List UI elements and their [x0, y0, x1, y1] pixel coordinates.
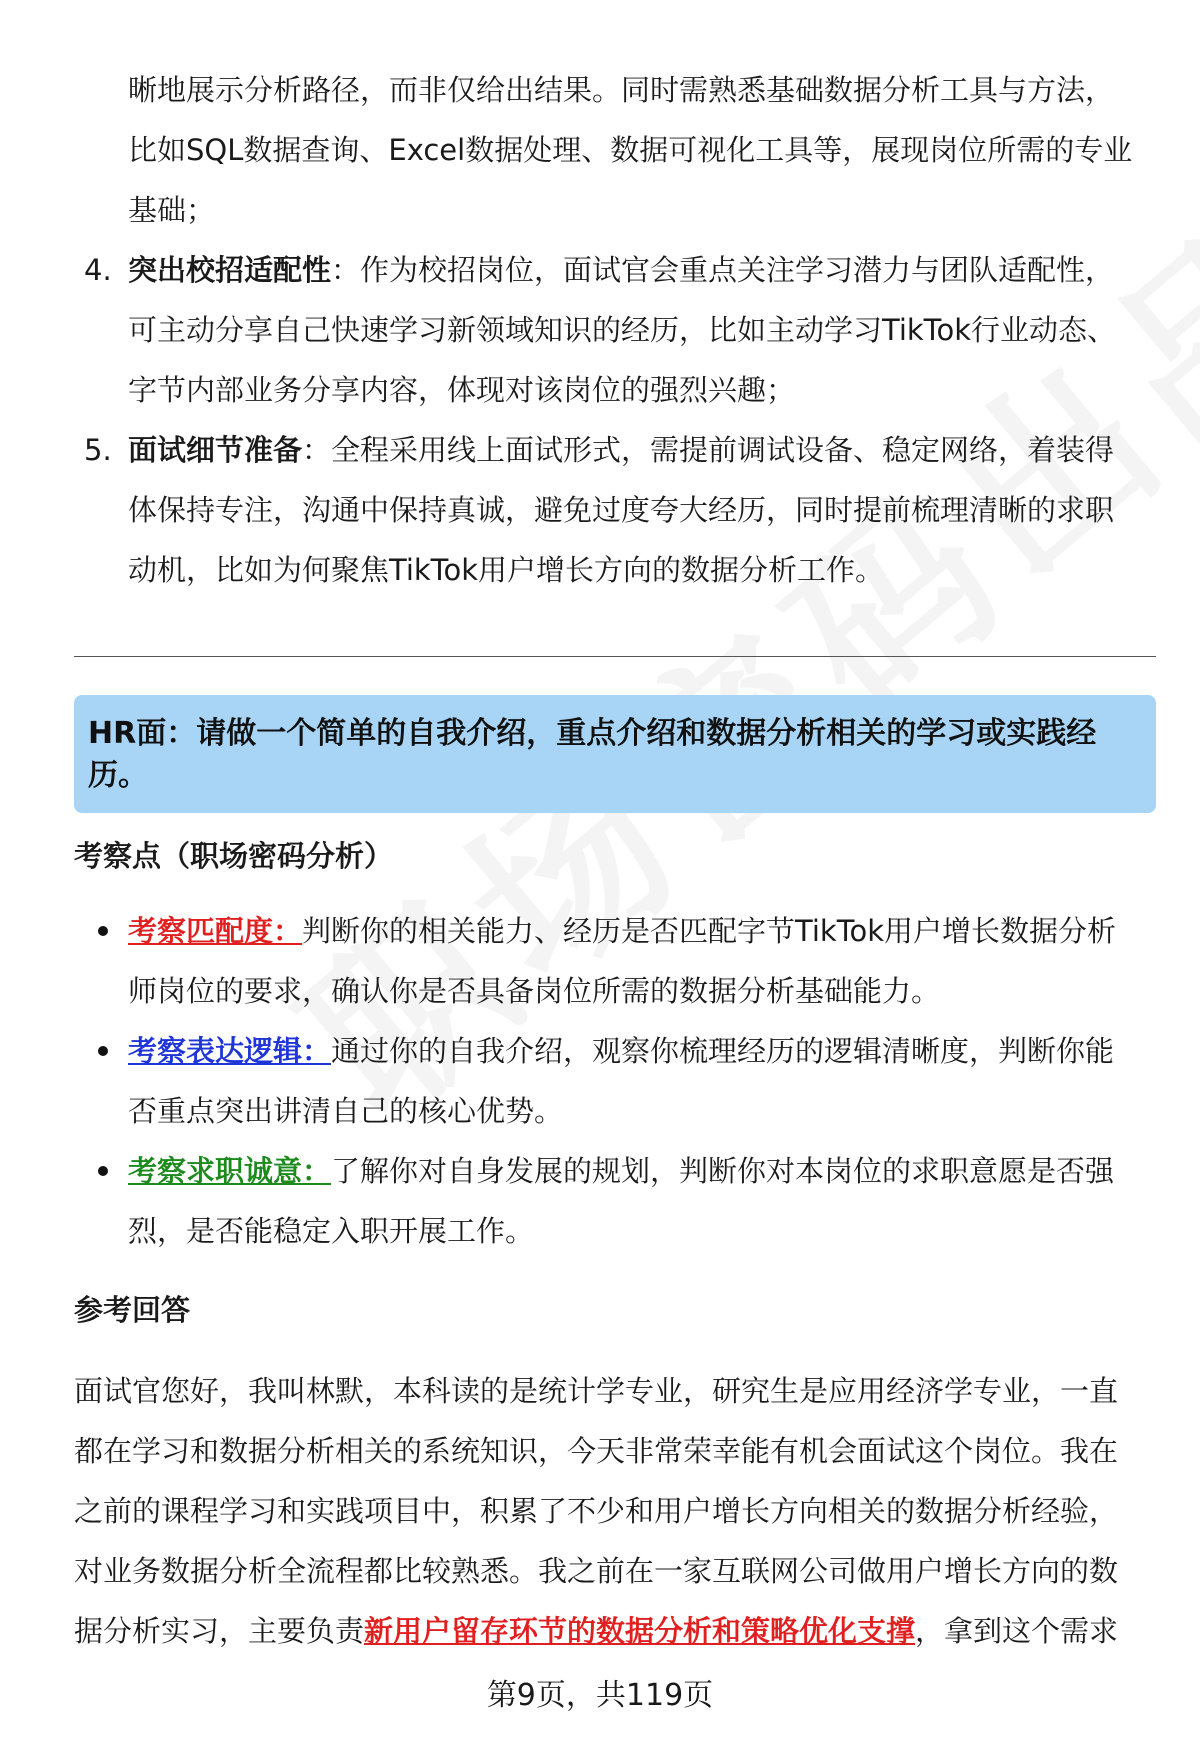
numbered-list [74, 240, 1156, 600]
page-number: 第9页，共119页 [486, 1678, 714, 1713]
assessment-text: 否重点突出讲清自己的核心优势。 [128, 1094, 564, 1128]
assessment-label: 考察求职诚意： [128, 1154, 332, 1188]
assessment-text: 判断你的相关能力、经历是否匹配字节TikTok用户增长数据分析 [302, 914, 1117, 948]
answer-text: 据分析实习，主要负责 [74, 1614, 365, 1648]
text-line: 晰地展示分析路径，而非仅给出结果。同时需熟悉基础数据分析工具与方法， [128, 73, 1115, 107]
item-text: 全程采用线上面试形式，需提前调试设备、稳定网络，着装得 [331, 433, 1115, 467]
assessment-heading: 考察点（职场密码分析） [74, 839, 394, 873]
answer-line: 面试官您好，我叫林默，本科读的是统计学专业，研究生是应用经济学专业，一直 [74, 1374, 1119, 1408]
page-content [74, 60, 1156, 1661]
text-line: 基础； [128, 193, 216, 227]
assessment-text: 烈，是否能稳定入职开展工作。 [128, 1214, 535, 1248]
item-number: 4. [84, 253, 112, 287]
assessment-label: 考察表达逻辑： [128, 1034, 332, 1068]
item-separator: ： [331, 253, 361, 287]
item-text: 体保持专注，沟通中保持真诚，避免过度夸大经历，同时提前梳理清晰的求职 [128, 493, 1115, 527]
item-text: 动机，比如为何聚焦TikTok用户增长方向的数据分析工作。 [128, 553, 884, 587]
item-title: 面试细节准备 [128, 433, 303, 467]
assessment-item [74, 901, 1156, 1021]
bullet-icon [98, 926, 108, 936]
item-title: 突出校招适配性 [128, 253, 332, 287]
section-divider [74, 656, 1156, 657]
answer-line: 之前的课程学习和实践项目中，积累了不少和用户增长方向相关的数据分析经验， [74, 1494, 1119, 1528]
item-separator: ： [302, 433, 332, 467]
answer-highlight: 新用户留存环节的数据分析和策略优化支撑 [364, 1614, 916, 1648]
hr-question-box: HR面：请做一个简单的自我介绍，重点介绍和数据分析相关的学习或实践经历。 [74, 695, 1156, 813]
text-line: 比如SQL数据查询、Excel数据处理、数据可视化工具等，展现岗位所需的专业 [128, 133, 1133, 167]
answer-line: 都在学习和数据分析相关的系统知识，今天非常荣幸能有机会面试这个岗位。我在 [74, 1434, 1119, 1468]
item-number: 5. [84, 433, 112, 467]
assessment-label: 考察匹配度： [128, 914, 303, 948]
assessment-text: 师岗位的要求，确认你是否具备岗位所需的数据分析基础能力。 [128, 974, 941, 1008]
list-item [74, 420, 1156, 600]
assessment-list [74, 901, 1156, 1261]
item-text: 字节内部业务分享内容，体现对该岗位的强烈兴趣； [128, 373, 796, 407]
item-text: 作为校招岗位，面试官会重点关注学习潜力与团队适配性， [360, 253, 1115, 287]
bullet-icon [98, 1046, 108, 1056]
answer-line: 对业务数据分析全流程都比较熟悉。我之前在一家互联网公司做用户增长方向的数 [74, 1554, 1119, 1588]
assessment-text: 了解你对自身发展的规划，判断你对本岗位的求职意愿是否强 [331, 1154, 1115, 1188]
assessment-text: 通过你的自我介绍，观察你梳理经历的逻辑清晰度，判断你能 [331, 1034, 1115, 1068]
item-text: 可主动分享自己快速学习新领域知识的经历，比如主动学习TikTok行业动态、 [128, 313, 1116, 347]
answer-line [74, 1601, 1156, 1661]
assessment-item [74, 1141, 1156, 1261]
bullet-icon [98, 1166, 108, 1176]
list-item [74, 240, 1156, 420]
answer-paragraph [74, 1361, 1156, 1661]
assessment-item [74, 1021, 1156, 1141]
answer-heading: 参考回答 [74, 1293, 191, 1327]
item-3-continuation [74, 60, 1156, 240]
answer-text: ，拿到这个需求 [915, 1614, 1119, 1648]
